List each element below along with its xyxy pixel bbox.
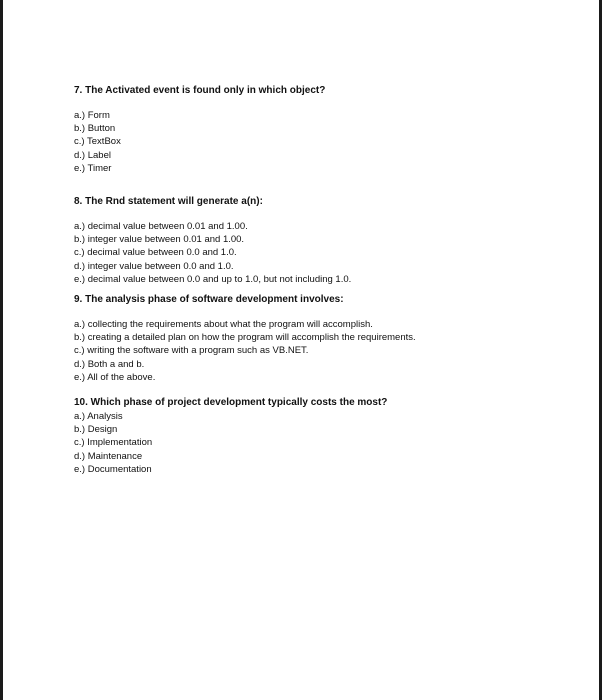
option-d: d.) Maintenance (74, 450, 143, 462)
question-10 (74, 396, 387, 476)
question-8 (74, 195, 351, 286)
question-text: 7. The Activated event is found only in which object? (74, 85, 326, 96)
option-c: c.) writing the software with a program such as VB.NET. (74, 345, 309, 357)
option-e: e.) Documentation (74, 463, 152, 475)
question-7 (74, 84, 325, 175)
option-c: c.) TextBox (74, 136, 121, 148)
question-text: 9. The analysis phase of software development involves: (74, 294, 344, 305)
option-a: a.) Form (74, 110, 110, 121)
option-b: b.) Button (74, 123, 116, 135)
option-b: b.) integer value between 0.01 and 1.00. (74, 234, 245, 246)
option-d: d.) integer value between 0.0 and 1.0. (74, 260, 234, 272)
question-text: 10. Which phase of project development typically costs the most? (74, 397, 388, 408)
question-text: 8. The Rnd statement will generate a(n): (74, 196, 263, 207)
option-d: d.) Label (74, 149, 111, 161)
option-b: b.) creating a detailed plan on how the program will accomplish the requirements. (74, 332, 416, 344)
option-e: e.) All of the above. (74, 371, 156, 383)
option-a: a.) collecting the requirements about what the program will accomplish. (74, 319, 373, 330)
option-a: a.) Analysis (74, 411, 123, 422)
option-b: b.) Design (74, 424, 118, 436)
option-list (74, 318, 416, 384)
question-9 (74, 293, 416, 384)
option-e: e.) Timer (74, 162, 112, 174)
option-list (74, 410, 387, 476)
option-a: a.) decimal value between 0.01 and 1.00. (74, 221, 248, 232)
option-d: d.) Both a and b. (74, 358, 145, 370)
option-c: c.) decimal value between 0.0 and 1.0. (74, 247, 237, 259)
option-list (74, 220, 351, 286)
option-list (74, 109, 325, 175)
option-e: e.) decimal value between 0.0 and up to 1.0, but not including 1.0. (74, 273, 352, 285)
option-c: c.) Implementation (74, 437, 153, 449)
